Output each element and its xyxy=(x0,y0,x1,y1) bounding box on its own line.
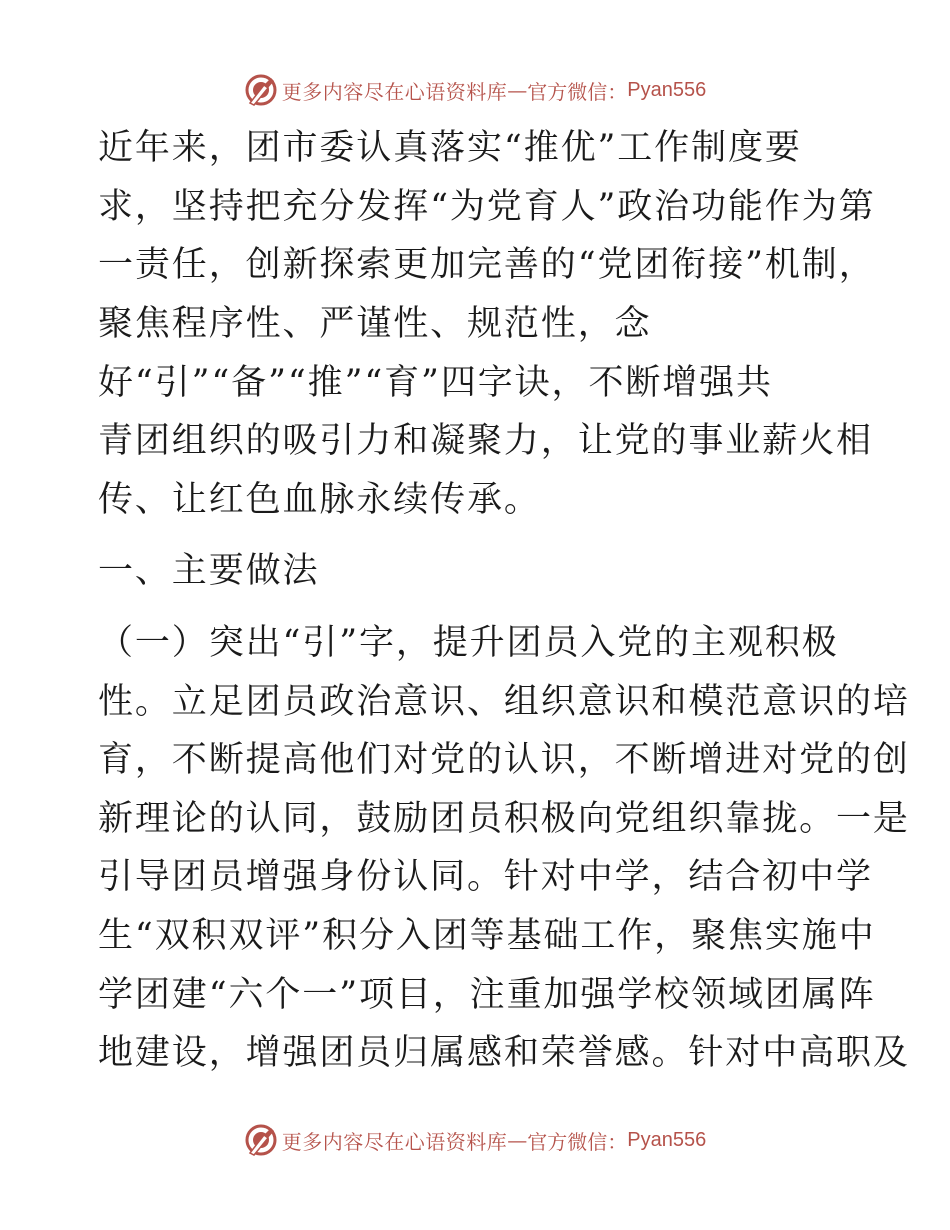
watermark-official-label: 官方微信： xyxy=(527,79,628,104)
watermark-official-label: 官方微信： xyxy=(527,1129,628,1154)
text-line: 生“双积双评”积分入团等基础工作，聚焦实施中 xyxy=(98,916,876,956)
watermark-wechat-id: Pyan556 xyxy=(627,1128,707,1151)
watermark-text: 更多内容尽在心语资料库 xyxy=(281,1129,508,1154)
text-line: 青团组织的吸引力和凝聚力，让党的事业薪火相 xyxy=(98,421,873,461)
text-line: 新理论的认同，鼓励团员积极向党组织靠拢。一是 xyxy=(98,799,910,839)
text-line: 传、让红色血脉永续传承。 xyxy=(98,480,541,520)
footer-watermark xyxy=(0,1122,950,1158)
watermark-separator: — xyxy=(507,1128,528,1152)
text-line: 求，坚持把充分发挥“为党育人”政治功能作为第 xyxy=(98,187,876,227)
text-line: 地建设，增强团员归属感和荣誉感。针对中高职及 xyxy=(98,1033,910,1073)
watermark-wechat-id: Pyan556 xyxy=(627,78,707,101)
text-line: 聚焦程序性、严谨性、规范性，念 xyxy=(98,304,652,344)
subsection-heading: （一）突出“引”字，提升团员入党的主观积极 xyxy=(98,623,839,663)
text-line: 好“引”“备”“推”“育”四字诀，不断增强共 xyxy=(98,363,773,403)
text-line: 学团建“六个一”项目，注重加强学校领域团属阵 xyxy=(98,975,876,1015)
text-line: 育，不断提高他们对党的认识，不断增进对党的创 xyxy=(98,740,910,780)
pen-seal-logo-icon xyxy=(244,1123,278,1157)
pen-seal-logo-icon xyxy=(244,73,278,107)
text-line: 近年来，团市委认真落实“推优”工作制度要 xyxy=(98,128,802,168)
text-line: 一责任，创新探索更加完善的“党团衔接”机制， xyxy=(98,245,876,285)
watermark-separator: — xyxy=(507,78,528,102)
text-line: 性。立足团员政治意识、组织意识和模范意识的培 xyxy=(98,682,910,722)
section-heading: 一、主要做法 xyxy=(98,551,320,591)
text-line: 引导团员增强身份认同。针对中学，结合初中学 xyxy=(98,857,873,897)
watermark-text: 更多内容尽在心语资料库 xyxy=(281,79,508,104)
header-watermark xyxy=(0,72,950,108)
